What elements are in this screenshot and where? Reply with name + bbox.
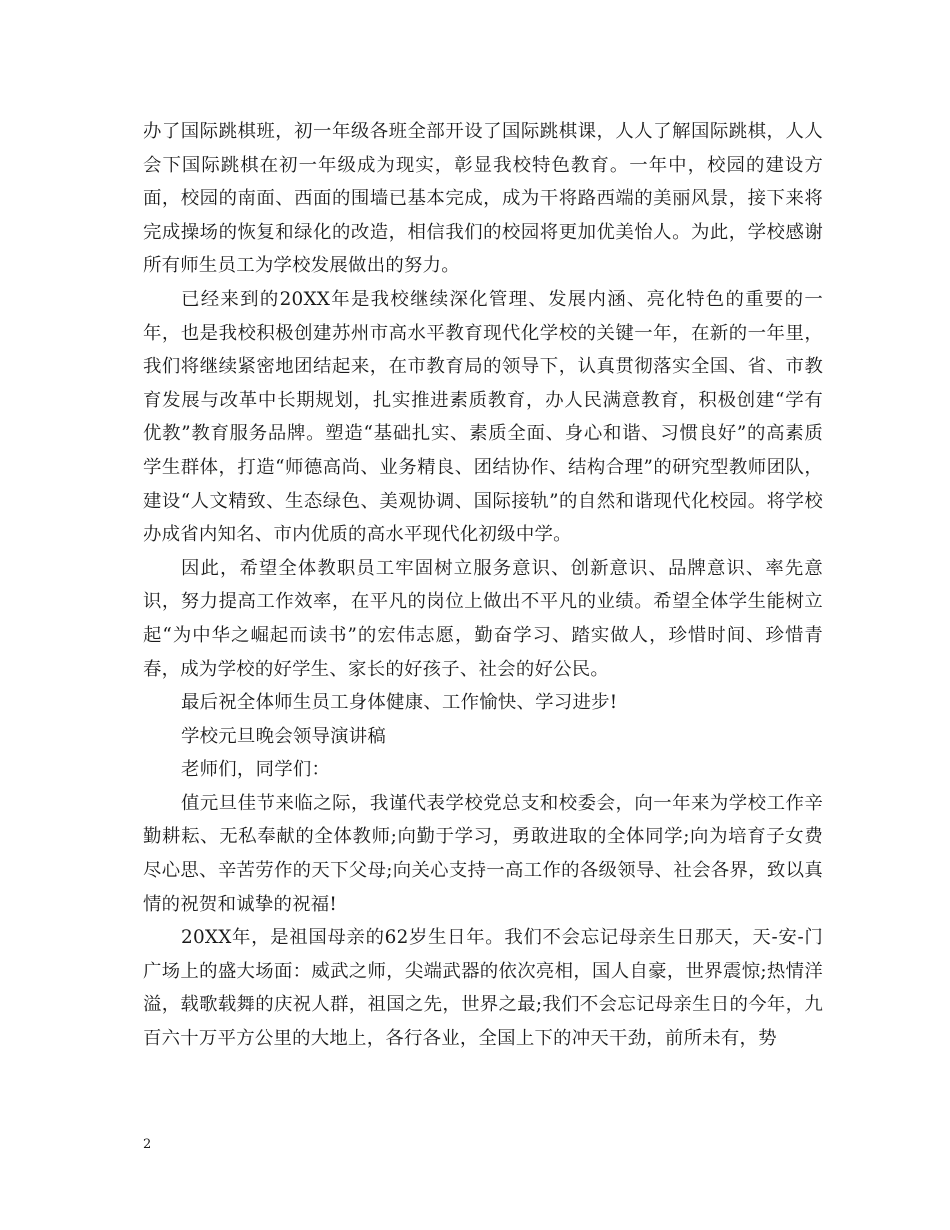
paragraph-anniversary: 20XX年，是祖国母亲的62岁生日年。我们不会忘记母亲生日那天，天-安-门广场上的盛大场面：威武之师，尖端武器的依次亮相，国人自豪，世界震惊;热情洋溢，载歌载舞的庆祝人群，祖国之先，世界之最;我们不会忘记母亲生日的今年，九百六十万平方公里的大地上，各行各业，全国上下的冲天干劲，前所未有，势 xyxy=(143,927,823,1050)
document-body xyxy=(143,115,823,1056)
paragraph-continued: 办了国际跳棋班，初一年级各班全部开设了国际跳棋课，人人了解国际跳棋，人人会下国际跳棋在初一年级成为现实，彰显我校特色教育。一年中，校园的建设方面，校园的南面、西面的围墙已基本完成，成为干将路西端的美丽风景，接下来将完成操场的恢复和绿化的改造，相信我们的校园将更加优美怡人。为此，学校感谢所有师生员工为学校发展做出的努力。 xyxy=(143,121,823,277)
greeting: 老师们，同学们： xyxy=(181,759,331,781)
paragraph-new-year-plan: 已经来到的20XX年是我校继续深化管理、发展内涵、亮化特色的重要的一年，也是我校积极创建苏州市高水平教育现代化学校的关键一年，在新的一年里，我们将继续紧密地团结起来，在市教育局的领导下，认真贯彻落实全国、省、市教育发展与改革中长期规划，扎实推进素质教育，办人民满意教育，积极创建“学有优教”教育服务品牌。塑造“基础扎实、素质全面、身心和谐、习惯良好”的高素质学生群体，打造“师德高尚、业务精良、团结协作、结构合理”的研究型教师团队，建设“人文精致、生态绿色、美观协调、国际接轨”的自然和谐现代化校园。将学校办成省内知名、市内优质的高水平现代化初级中学。 xyxy=(143,288,823,546)
section-title: 学校元旦晚会领导演讲稿 xyxy=(181,725,387,747)
paragraph-thanks: 值元旦佳节来临之际，我谨代表学校党总支和校委会，向一年来为学校工作辛勤耕耘、无私奉献的全体教师;向勤于学习，勇敢进取的全体同学;向为培育子女费尽心思、辛苦劳作的天下父母;向关心支持一高工作的各级领导、社会各界，致以真情的祝贺和诚挚的祝福! xyxy=(143,792,823,915)
paragraph-hopes: 因此，希望全体教职员工牢固树立服务意识、创新意识、品牌意识、率先意识，努力提高工作效率，在平凡的岗位上做出不平凡的业绩。希望全体学生能树立起“为中华之崛起而读书”的宏伟志愿，勤奋学习、踏实做人，珍惜时间、珍惜青春，成为学校的好学生、家长的好孩子、社会的好公民。 xyxy=(143,557,823,680)
paragraph-closing-wish: 最后祝全体师生员工身体健康、工作愉快、学习进步! xyxy=(181,692,618,714)
page-number: 2 xyxy=(143,1137,152,1152)
